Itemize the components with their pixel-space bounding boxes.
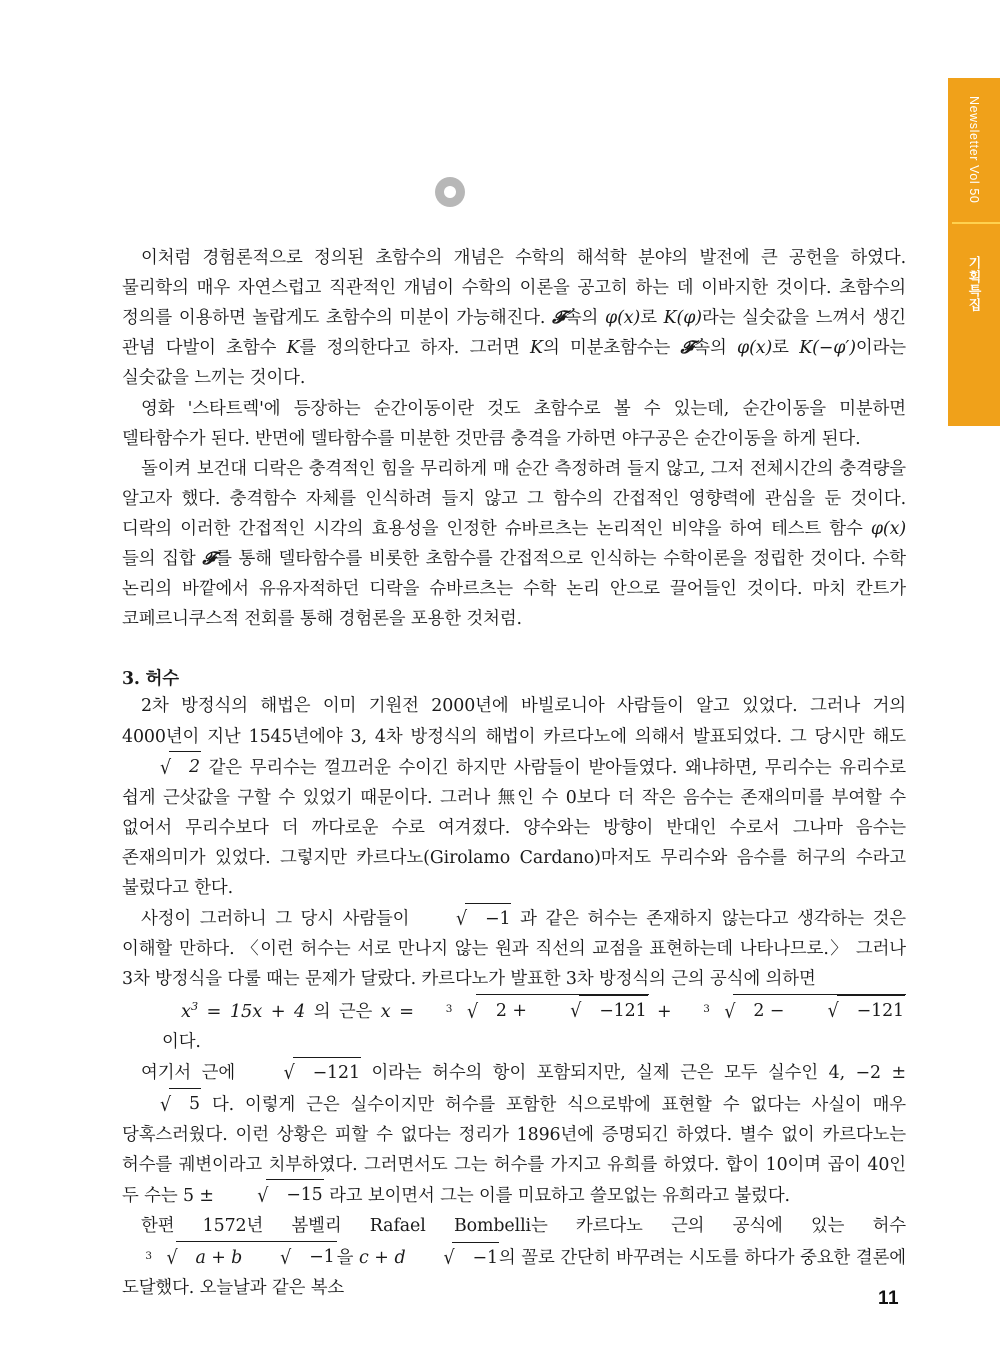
paragraph-1-text-h: 로	[772, 338, 800, 359]
math-phi-x-2: φ(x)	[737, 338, 773, 359]
radicand-text-a: a + b	[195, 1247, 243, 1268]
math-phi-x-1: φ(x)	[605, 308, 641, 329]
radical-sign-icon: √	[570, 1000, 582, 1023]
radicand: −1	[289, 1241, 335, 1272]
paragraph-6	[122, 1057, 906, 1211]
formula-lhs-exponent: 3	[190, 999, 199, 1013]
paragraph-3-text-a: 돌이켜 보건대 디락은 충격적인 힘을 무리하게 매 순간 측정하려 들지 않고, 그저 전체시간의 충격량을 알고자 했다. 충격함수 자체를 인식하려 들지 않고 그 함수의 간접적인 영향력에 관심을 둔 것이다. 디락의 이러한 간접적인 시각의 효용성을 인정한 슈바르츠는 논리적인 비약을 하여 테스트 함수	[122, 458, 906, 539]
section-heading: 3. 허수	[122, 669, 179, 690]
formula-text-1: 의 근은	[313, 1001, 381, 1022]
radical-sign-icon: √	[160, 1093, 171, 1117]
math-sqrt-neg1	[418, 903, 511, 934]
math-k-neg-phi-prime: K(−φ′)	[799, 338, 856, 359]
paragraph-7	[122, 1211, 906, 1303]
math-k-phi: K(φ)	[663, 308, 702, 329]
radical-sign-icon: √	[283, 1062, 295, 1086]
math-script-f-1: 𝓕	[552, 308, 565, 329]
side-tab-section-label: 기획특집	[966, 256, 982, 312]
math-script-f-3: 𝓕	[202, 549, 216, 570]
math-sqrt-2	[122, 752, 201, 783]
formula-variable-x: x	[380, 1000, 391, 1022]
bombelli-rhs-c: c +	[358, 1248, 395, 1269]
paragraph-2: 영화 '스타트렉'에 등장하는 순간이동이란 것도 초함수로 볼 수 있는데, 순간이동을 미분하면 델타함수가 된다. 반면에 델타함수를 미분한 것만큼 충격을 가하면 야구공은 순간이동을 하게 된다.	[122, 398, 906, 449]
radical-sign-icon: √	[724, 1000, 736, 1024]
paragraph-7-text-b: 을	[336, 1248, 359, 1269]
radicand-text-a: 2 +	[495, 1001, 533, 1022]
math-script-f-2: 𝓕	[680, 338, 694, 359]
radicand: −1	[452, 1242, 498, 1273]
paragraph-3-text-b: 들의 집합	[122, 549, 203, 570]
ring-ornament-icon	[435, 177, 465, 207]
math-k-1: K	[286, 338, 300, 359]
paragraph-1-text-d: 라는 실숫값을 느껴서 생긴 관념 다발이 초함수	[122, 308, 906, 359]
cbrt-index: 3	[445, 1003, 453, 1016]
display-formula	[122, 995, 906, 1058]
radical-sign-icon: √	[466, 1000, 478, 1024]
radicand	[176, 1241, 337, 1273]
radical-sign-icon: √	[443, 1247, 455, 1270]
radical-sign-icon: √	[160, 756, 171, 780]
radical-sign-icon: √	[456, 908, 468, 931]
radicand-text-a: 2 −	[753, 1001, 790, 1022]
paragraph-1-text-c: 로	[640, 308, 664, 329]
paragraph-6-text-a: 여기서 근에	[141, 1063, 246, 1084]
math-cbrt-1	[422, 995, 648, 1027]
text-column	[122, 243, 906, 1303]
math-sqrt-neg121-inline	[246, 1057, 361, 1088]
math-sqrt-neg121-inner-2	[790, 995, 905, 1026]
radicand: −121	[579, 995, 647, 1026]
math-phi-x-3: φ(x)	[870, 518, 906, 539]
paragraph-5	[122, 903, 906, 994]
math-sqrt-5	[122, 1089, 201, 1120]
side-tab-volume-label: Newsletter Vol 50	[967, 96, 981, 204]
paragraph-1-text-f: 의 미분초함수는	[542, 338, 681, 359]
math-k-2: K	[530, 338, 543, 359]
radicand: −121	[837, 995, 905, 1026]
paragraph-4	[122, 691, 906, 903]
paragraph-1-text-e: 를 정의한다고 하자. 그러면	[299, 338, 531, 359]
side-tab-section	[948, 224, 1000, 344]
radicand: −15	[266, 1179, 323, 1210]
paragraph-7-text-c: 의 꼴로 간단히 바꾸려는 시도를 하다가 중요한 결론에 도달했다. 오늘날과 같은 복소	[122, 1248, 906, 1299]
formula-plus: +	[648, 1001, 680, 1022]
page-number: 11	[878, 1288, 900, 1309]
cbrt-index: 3	[145, 1249, 152, 1262]
formula-lhs: x	[181, 1000, 191, 1022]
math-cbrt-2	[680, 995, 906, 1027]
radical-sign-icon: √	[257, 1185, 269, 1208]
paragraph-6-text-b: 이라는 허수의 항이 포함되지만, 실제 근은 모두 실수인 4, −2 ±	[360, 1063, 906, 1084]
radical-sign-icon: √	[280, 1246, 292, 1270]
formula-equals: =	[390, 1000, 423, 1022]
formula-equation-1: = 15x + 4	[198, 1000, 314, 1022]
formula-text-2: 이다.	[162, 1032, 201, 1053]
paragraph-1-text-i: 이라는 실숫값을 느끼는 것이다.	[122, 338, 906, 389]
radical-sign-icon: √	[166, 1247, 178, 1270]
paragraph-6-text-d: 라고 보이면서 그는 이를 미묘하고 쓸모없는 유희라고 불렀다.	[323, 1185, 790, 1206]
paragraph-5-text-a: 사정이 그러하니 그 당시 사람들이	[141, 909, 419, 930]
radicand: 5	[169, 1088, 201, 1119]
paragraph-1-text-g: 속의	[693, 338, 738, 359]
math-sqrt-neg15	[219, 1180, 323, 1211]
paragraph-5-text-b: 과 같은 허수는 존재하지 않는다고 생각하는 것은 이해할 만하다. 〈이런 허수는 서로 만나지 않는 원과 직선의 교점을 표현하는데 나타나므로.〉 그러나 3차 방정식을 다룰 때는 문제가 달랐다. 카르다노가 발표한 3차 방정식의 근의 공식에 의하면	[122, 909, 906, 990]
math-cbrt-bombelli	[122, 1241, 337, 1273]
paragraph-3	[122, 454, 906, 635]
radicand: −1	[465, 903, 511, 934]
cbrt-index: 3	[703, 1003, 710, 1016]
radicand: 2	[169, 751, 201, 782]
bombelli-rhs-d: d	[394, 1248, 406, 1269]
paragraph-3-text-c: 를 통해 델타함수를 비롯한 초함수를 간접적으로 인식하는 수학이론을 정립한 것이다. 수학 논리의 바깥에서 유유자적하던 디락을 슈바르츠는 수학 논리 안으로 끌어들인 것이다. 마치 칸트가 코페르니쿠스적 전회를 통해 경험론을 포용한 것처럼.	[122, 549, 906, 630]
paragraph-1-text-a: 이처럼 경험론적으로 정의된 초함수의 개념은 수학의 해석학 분야의 발전에 큰 공헌을 하였다. 물리학의 매우 자연스럽고 직관적인 개념이 수학의 이론을 공고히 하는 데 이바지한 것이다. 초함수의 정의를 이용하면 놀랍게도 초함수의 미분이 가능해진다.	[122, 248, 906, 329]
side-tab-volume	[948, 78, 1000, 222]
math-sqrt-neg121-inner-1	[532, 995, 647, 1026]
paragraph-4-text-a: 2차 방정식의 해법은 이미 기원전 2000년에 바빌로니아 사람들이 알고 있었다. 그러나 거의 4000년이 지난 1545년에야 3, 4차 방정식의 해법이 카르다노에 의해서 발표되었다. 그 당시만 해도	[122, 696, 906, 747]
paragraph-1-text-b: 속의	[564, 308, 606, 329]
math-sqrt-neg1-rhs	[405, 1242, 498, 1273]
radical-sign-icon: √	[827, 1000, 839, 1023]
side-tab	[948, 78, 1000, 426]
paragraph-4-text-b: 같은 무리수는 껄끄러운 수이긴 하지만 사람들이 받아들였다. 왜냐하면, 무리수는 유리수로 쉽게 근삿값을 구할 수 있었기 때문이다. 그러나 無인 수 0보다 더 작은 음수는 존재의미를 부여할 수 없어서 무리수보다 더 까다로운 수로 여겨졌다. 양수와는 방향이 반대인 수로서 그나마 음수는 존재의미가 있었다. 그렇지만 카르다노(Girolamo Cardano)마저도 무리수와 음수를 허구의 수라고 불렀다고 한다.	[122, 757, 906, 899]
paragraph-7-text-a: 한편 1572년 봄벨리 Rafael Bombelli는 카르다노 근의 공식에 있는 허수	[141, 1215, 906, 1236]
radicand: −121	[293, 1057, 361, 1088]
paragraph-6-text-c: 다. 이렇게 근은 실수이지만 허수를 포함한 식으로밖에 표현할 수 없다는 사실이 매우 당혹스러웠다. 이런 상황은 피할 수 없다는 정리가 1896년에 증명되긴 하였다. 별수 없이 카르다노는 허수를 궤변이라고 치부하였다. 그러면서도 그는 허수를 가지고 유희를 하였다. 합이 10이며 곱이 40인 두 수는 5 ±	[122, 1094, 906, 1206]
math-sqrt-neg1-inner	[242, 1242, 335, 1273]
paragraph-1	[122, 243, 906, 394]
radicand	[476, 994, 649, 1026]
radicand	[733, 994, 906, 1026]
